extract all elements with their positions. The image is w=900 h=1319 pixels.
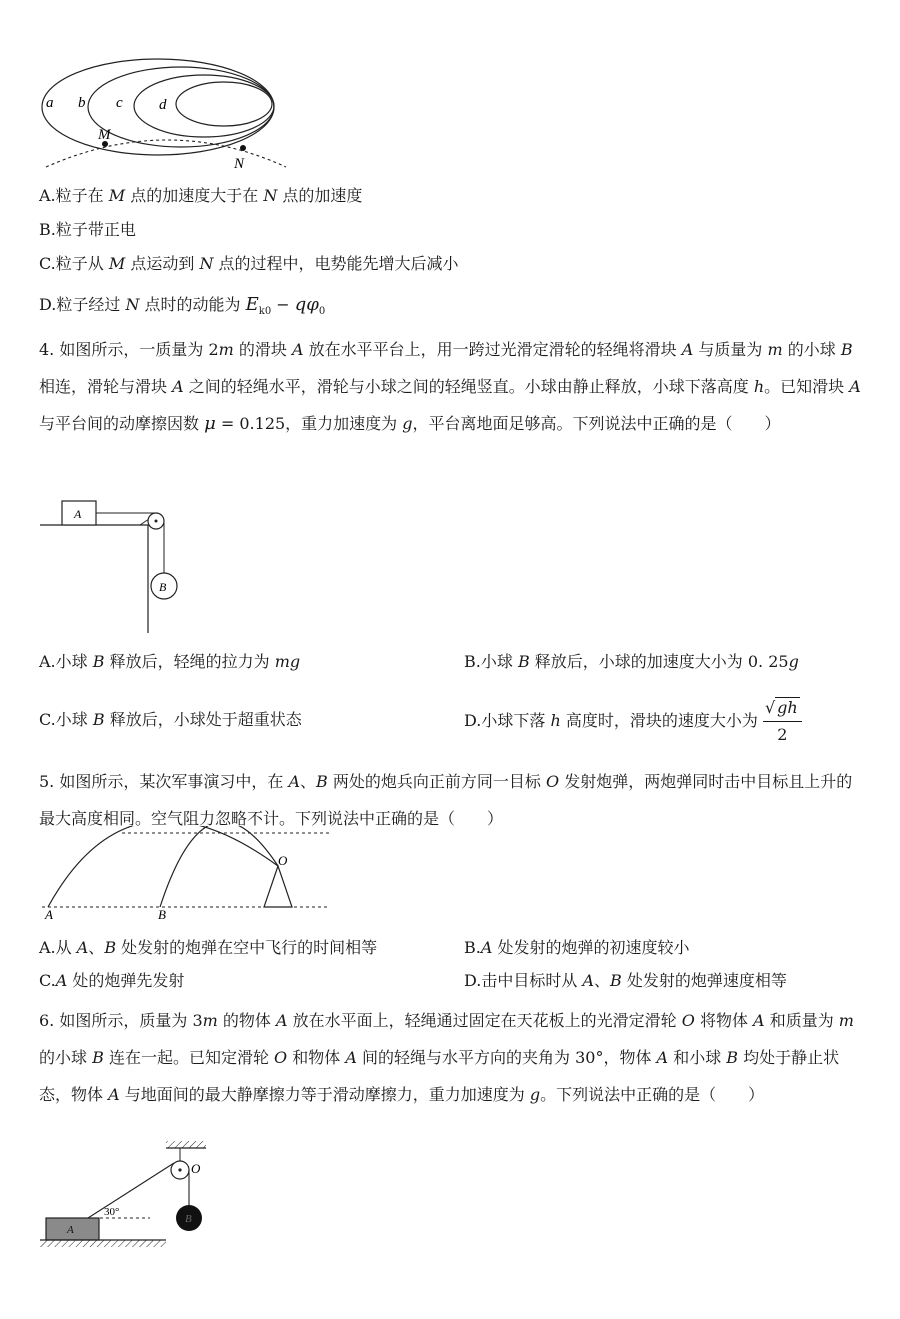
label-c: c bbox=[116, 95, 123, 111]
trajectory-b bbox=[160, 826, 278, 907]
q6-stem: 6. 如图所示，质量为 3m 的物体 A 放在水平面上，轻绳通过固定在天花板上的光滑定滑轮 O 将物体 A 和质量为 m 的小球 B 连在一起。已知定滑轮 O 和物体 A 间的轻绳与水平方向的夹角为 30°，物体 A 和小球 B 均处于静止状态，物体 A 与地面间的最大静摩擦力等于滑动摩擦力，重力加速度为 g。下列说法中正确的是（ ） bbox=[39, 1011, 854, 1104]
label-a: A bbox=[45, 907, 53, 922]
target-stand bbox=[264, 866, 292, 907]
label-a: a bbox=[46, 95, 54, 111]
q6-figure bbox=[38, 1136, 210, 1251]
label-b: B bbox=[158, 907, 166, 922]
q5-stem: 5. 如图所示，某次军事演习中，在 A、B 两处的炮兵向正前方同一目标 O 发射炮弹，两炮弹同时击中目标且上升的最大高度相同。空气阻力忽略不计。下列说法中正确的是（ ） bbox=[39, 772, 853, 828]
rope-inclined bbox=[88, 1163, 174, 1218]
q4-stem: 4. 如图所示，一质量为 2m 的滑块 A 放在水平平台上，用一跨过光滑定滑轮的轻绳将滑块 A 与质量为 m 的小球 B 相连，滑轮与滑块 A 之间的轻绳水平，滑轮与小球之间的轻绳竖直。小球由静止释放，小球下落高度 h。已知滑块 A 与平台间的动摩擦因数 μ = 0.125，重力加速度为 g，平台离地面足够高。下列说法中正确的是（ ） bbox=[39, 340, 861, 434]
trajectory-a bbox=[48, 826, 278, 907]
block-a-label: A bbox=[67, 1224, 74, 1236]
q3-option-b: B.粒子带正电 bbox=[39, 220, 136, 239]
q3-option-c: C.粒子从 M 点运动到 N 点的过程中，电势能先增大后减小 bbox=[39, 254, 459, 273]
q4-figure bbox=[38, 495, 188, 635]
q3-option-a: A.粒子在 M 点的加速度大于在 N 点的加速度 bbox=[39, 186, 363, 205]
q5-option-c: C.A 处的炮弹先发射 bbox=[39, 971, 185, 990]
label-d: d bbox=[159, 97, 167, 113]
particle-trajectory bbox=[46, 140, 286, 167]
q5-option-b: B.A 处发射的炮弹的初速度较小 bbox=[464, 938, 690, 957]
speed-fraction: $\frac{√ gh}{2}$ bbox=[763, 695, 802, 748]
q5-option-d: D.击中目标时从 A、B 处发射的炮弹速度相等 bbox=[464, 971, 787, 990]
equipotential-d bbox=[176, 82, 272, 126]
block-a-label: A bbox=[74, 507, 82, 521]
q4-option-c: C.小球 B 释放后，小球处于超重状态 bbox=[39, 710, 302, 729]
label-n: N bbox=[234, 156, 245, 172]
q3-option-d: D.粒子经过 N 点时的动能为 $E_{k0} - q\varphi_0$ bbox=[39, 294, 326, 318]
label-o: O bbox=[191, 1161, 201, 1176]
q5-option-a: A.从 A、B 处发射的炮弹在空中飞行的时间相等 bbox=[39, 938, 378, 957]
q5-figure bbox=[40, 826, 332, 922]
equipotential-figure bbox=[38, 55, 298, 177]
ball-b-label: B bbox=[159, 580, 167, 594]
point-n bbox=[240, 145, 246, 151]
q4-option-b: B.小球 B 释放后，小球的加速度大小为 0. 25g bbox=[464, 652, 799, 671]
q4-option-d: D.小球下落 h 高度时，滑块的速度大小为 $\frac{√ gh}{2}$ bbox=[464, 695, 802, 748]
q4-option-a: A.小球 B 释放后，轻绳的拉力为 mg bbox=[39, 652, 301, 671]
label-o: O bbox=[278, 853, 288, 868]
label-b: b bbox=[78, 95, 86, 111]
angle-label: 30° bbox=[104, 1206, 120, 1218]
ball-b-label: B bbox=[185, 1213, 192, 1225]
label-m: M bbox=[98, 127, 111, 143]
